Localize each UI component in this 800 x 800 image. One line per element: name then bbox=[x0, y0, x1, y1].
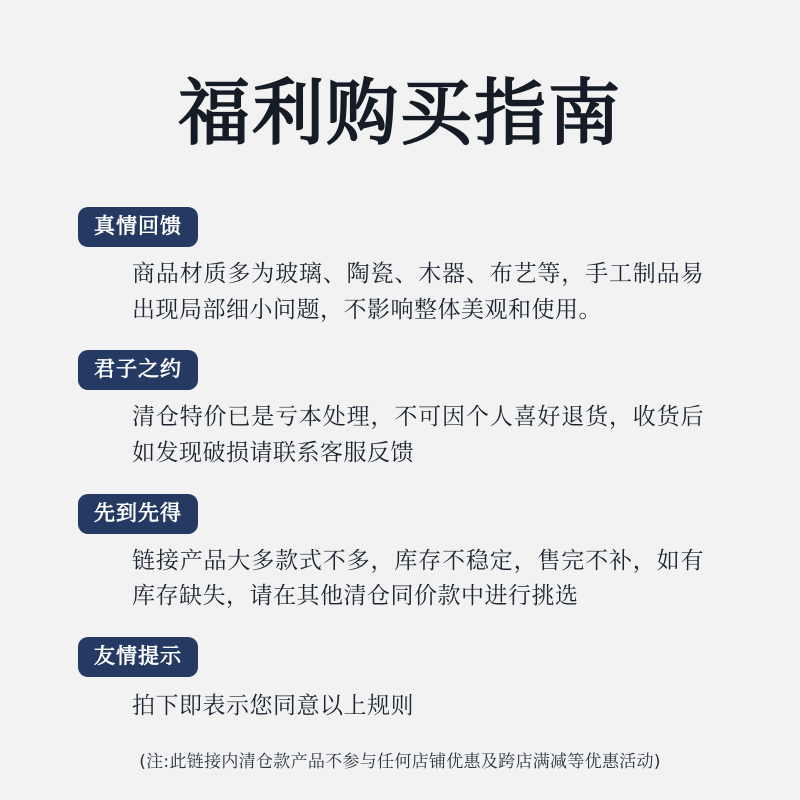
section-badge: 友情提示 bbox=[78, 637, 198, 677]
sections-list bbox=[60, 207, 740, 725]
page-title: 福利购买指南 bbox=[177, 71, 622, 155]
section-item bbox=[60, 350, 740, 471]
section-item bbox=[60, 207, 740, 328]
section-text: 链接产品大多款式不多，库存不稳定，售完不补，如有库存缺失，请在其他清仓同价款中进行挑选 bbox=[132, 547, 704, 610]
section-text: 拍下即表示您同意以上规则 bbox=[132, 693, 414, 720]
section-badge: 先到先得 bbox=[78, 494, 198, 534]
section-item bbox=[60, 494, 740, 615]
section-badge: 真情回馈 bbox=[78, 207, 198, 247]
section-text: 商品材质多为玻璃、陶瓷、木器、布艺等，手工制品易出现局部细小问题，不影响整体美观和使用。 bbox=[132, 260, 704, 323]
section-text: 清仓特价已是亏本处理，不可因个人喜好退货，收货后如发现破损请联系客服反馈 bbox=[132, 404, 704, 466]
footnote: (注:此链接内清仓款产品不参与任何店铺优惠及跨店满减等优惠活动) bbox=[139, 751, 661, 772]
section-item bbox=[60, 637, 740, 725]
section-badge: 君子之约 bbox=[78, 350, 198, 390]
